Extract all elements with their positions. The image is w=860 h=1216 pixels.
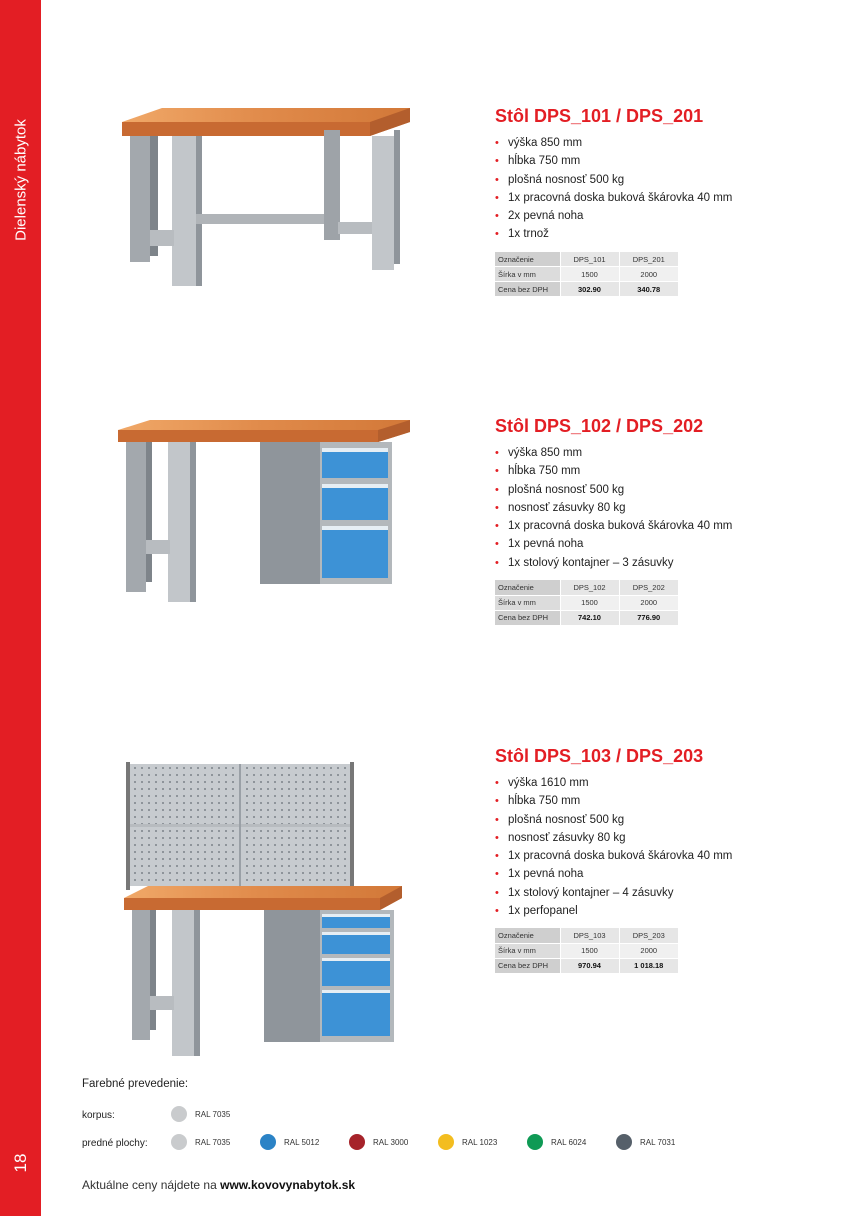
spec-item: • nosnosť zásuvky 80 kg (495, 499, 825, 517)
color-name: RAL 7031 (640, 1137, 676, 1147)
price-table (495, 252, 678, 298)
section-title: Dielenský nábytok (12, 119, 29, 241)
product-dps-102 (495, 416, 825, 626)
color-name: RAL 5012 (284, 1137, 320, 1147)
spec-item: • 1x pracovná doska buková škárovka 40 mm (495, 189, 825, 207)
website-link[interactable]: www.kovovynabytok.sk (220, 1178, 356, 1192)
color-dot (260, 1134, 276, 1150)
sidebar (0, 0, 41, 1216)
table-row: Cena bez DPH 302.90 340.78 (495, 282, 678, 297)
color-swatch-korpus (171, 1106, 230, 1122)
spec-item: • 1x pevná noha (495, 535, 825, 553)
table-row: Šírka v mm 1500 2000 (495, 943, 678, 958)
spec-item: • výška 850 mm (495, 444, 825, 462)
spec-item: • 1x pracovná doska buková škárovka 40 mm (495, 517, 825, 535)
color-swatch-front (260, 1134, 319, 1150)
spec-item: • výška 1610 mm (495, 774, 825, 792)
product-image-dps-103 (118, 758, 413, 1058)
korpus-label: korpus: (82, 1110, 115, 1121)
spec-item: • 1x pracovná doska buková škárovka 40 mm (495, 847, 825, 865)
color-dot (171, 1134, 187, 1150)
color-swatch-front (616, 1134, 675, 1150)
spec-list (495, 774, 825, 920)
spec-item: • hĺbka 750 mm (495, 152, 825, 170)
color-options (82, 1078, 782, 1158)
table-row: Označenie DPS_101 DPS_201 (495, 252, 678, 267)
table-row: Označenie DPS_102 DPS_202 (495, 580, 678, 595)
color-dot (349, 1134, 365, 1150)
color-dot (438, 1134, 454, 1150)
product-image-dps-102 (110, 418, 420, 603)
color-name: RAL 6024 (551, 1137, 587, 1147)
footer-text: Aktuálne ceny nájdete na (82, 1178, 221, 1192)
product-title: Stôl DPS_102 / DPS_202 (495, 416, 704, 436)
color-swatch-front (349, 1134, 408, 1150)
color-heading: Farebné prevedenie: (82, 1078, 189, 1090)
color-swatch-front (527, 1134, 586, 1150)
price-table (495, 928, 678, 974)
spec-item: • 1x stolový kontajner – 4 zásuvky (495, 884, 825, 902)
spec-item: • 1x trnož (495, 225, 825, 243)
spec-item: • hĺbka 750 mm (495, 792, 825, 810)
product-title: Stôl DPS_103 / DPS_203 (495, 746, 704, 766)
spec-item: • 1x pevná noha (495, 865, 825, 883)
table-row: Šírka v mm 1500 2000 (495, 267, 678, 282)
footer-note (82, 1178, 355, 1192)
color-swatch-front (438, 1134, 497, 1150)
spec-item: • výška 850 mm (495, 134, 825, 152)
product-image-dps-101 (110, 100, 420, 290)
page-number: 18 (10, 1153, 30, 1173)
color-dot (527, 1134, 543, 1150)
spec-item: • nosnosť zásuvky 80 kg (495, 829, 825, 847)
table-row: Označenie DPS_103 DPS_203 (495, 928, 678, 943)
table-row: Šírka v mm 1500 2000 (495, 595, 678, 610)
spec-item: • hĺbka 750 mm (495, 462, 825, 480)
spec-item: • plošná nosnosť 500 kg (495, 171, 825, 189)
spec-list (495, 444, 825, 572)
spec-item: • plošná nosnosť 500 kg (495, 811, 825, 829)
product-title: Stôl DPS_101 / DPS_201 (495, 106, 704, 126)
spec-item: • 1x stolový kontajner – 3 zásuvky (495, 554, 825, 572)
front-label: predné plochy: (82, 1138, 148, 1149)
product-dps-103 (495, 746, 825, 974)
table-row: Cena bez DPH 970.94 1 018.18 (495, 958, 678, 973)
color-name: RAL 3000 (373, 1137, 409, 1147)
spec-item: • plošná nosnosť 500 kg (495, 481, 825, 499)
price-table (495, 580, 678, 626)
color-name: RAL 7035 (195, 1109, 231, 1119)
color-dot (171, 1106, 187, 1122)
spec-item: • 1x perfopanel (495, 902, 825, 920)
color-dot (616, 1134, 632, 1150)
color-swatch-front (171, 1134, 230, 1150)
color-name: RAL 7035 (195, 1137, 231, 1147)
table-row: Cena bez DPH 742.10 776.90 (495, 610, 678, 625)
spec-item: • 2x pevná noha (495, 207, 825, 225)
product-dps-101 (495, 106, 825, 297)
spec-list (495, 134, 825, 244)
color-name: RAL 1023 (462, 1137, 498, 1147)
